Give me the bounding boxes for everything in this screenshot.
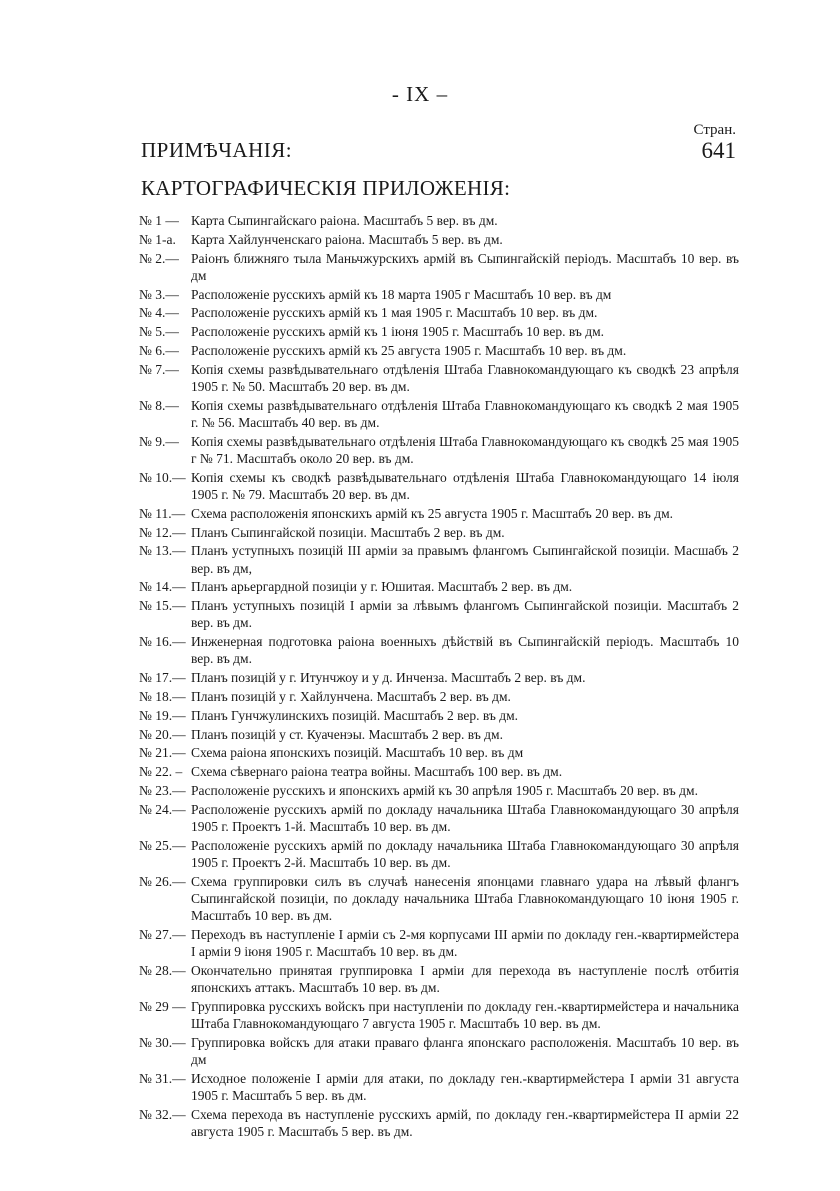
entry-text: Раіонъ ближняго тыла Маньчжурскихъ армій въ Сыпингайскій періодъ. Масштабъ 10 вер. въ дм xyxy=(191,250,739,283)
list-item xyxy=(139,231,739,248)
entry-text: Исходное положеніе I арміи для атаки, по докладу ген.-квартирмейстера I арміи 31 августа 1905 г. Масштабъ 5 вер. въ дм. xyxy=(191,1070,739,1104)
entry-text: Схема перехода въ наступленіе русскихъ армій, по докладу ген.-квартирмейстера II арміи 22 августа 1905 г. Масштабъ 5 вер. въ дм. xyxy=(191,1106,739,1140)
entry-number: № 13.— xyxy=(139,543,186,559)
list-item xyxy=(139,578,739,595)
entry-number: № 23.— xyxy=(139,782,186,798)
list-item xyxy=(139,707,739,724)
entry-number: № 28.— xyxy=(139,962,186,978)
entry-number: № 2.— xyxy=(139,250,179,266)
entry-number: № 19.— xyxy=(139,707,186,723)
entry-text: Планъ уступныхъ позицій III арміи за правымъ флангомъ Сыпингайской позиціи. Масшабъ 2 вер. въ дм, xyxy=(191,543,739,576)
list-item xyxy=(139,1106,739,1140)
entry-number: № 14.— xyxy=(139,579,186,595)
entry-number: № 17.— xyxy=(139,670,186,686)
list-item xyxy=(139,998,739,1032)
list-item xyxy=(139,1070,739,1104)
list-item xyxy=(139,397,739,431)
entry-number: № 1 — xyxy=(139,213,179,228)
entry-number: № 25.— xyxy=(139,837,186,853)
entry-text: Карта Хайлунченскаго раіона. Масштабъ 5 вер. въ дм. xyxy=(191,231,503,247)
list-item xyxy=(139,873,739,925)
entry-number: № 6.— xyxy=(139,342,179,358)
entry-number: № 18.— xyxy=(139,688,186,704)
entry-number: № 8.— xyxy=(139,397,179,413)
entry-number: № 12.— xyxy=(139,524,186,540)
entry-number: № 10.— xyxy=(139,469,186,485)
entry-number: № 4.— xyxy=(139,305,179,321)
entry-number: № 7.— xyxy=(139,361,179,377)
list-item xyxy=(139,505,739,522)
list-item xyxy=(139,744,739,761)
entry-text: Планъ позицій у г. Итунчжоу и у д. Инченза. Масштабъ 2 вер. въ дм. xyxy=(191,670,586,686)
entry-number: № 30.— xyxy=(139,1034,186,1050)
entry-text: Расположеніе русскихъ армій къ 25 августа 1905 г. Масштабъ 10 вер. въ дм. xyxy=(191,342,627,358)
list-item xyxy=(139,962,739,996)
entry-text: Планъ позицій у ст. Куаченэы. Масштабъ 2 вер. въ дм. xyxy=(191,726,503,742)
entry-text: Копія схемы развѣдывательнаго отдѣленія Штаба Главнокомандующаго къ сводкѣ 2 мая 1905 г. № 56. Масштабъ 40 вер. въ дм. xyxy=(191,397,739,430)
list-item xyxy=(139,342,739,359)
entry-text: Копія схемы развѣдывательнаго отдѣленія Штаба Главнокомандующаго къ сводкѣ 23 апрѣля 1905 г. № 50. Масштабъ 20 вер. въ дм. xyxy=(191,361,739,394)
entry-text: Расположеніе русскихъ армій къ 1 іюня 1905 г. Масштабъ 10 вер. въ дм. xyxy=(191,324,605,340)
entry-number: № 24.— xyxy=(139,801,186,817)
list-item xyxy=(139,212,739,229)
entry-text: Схема раіона японскихъ позицій. Масштабъ 10 вер. въ дм xyxy=(191,745,524,761)
list-item xyxy=(139,469,739,503)
entry-number: № 5.— xyxy=(139,324,179,340)
entry-number: № 22. – xyxy=(139,764,183,780)
entry-text: Копія схемы къ сводкѣ развѣдывательнаго отдѣленія Штаба Главнокомандующаго 14 іюля 1905 г. № 79. Масштабъ 20 вер. въ дм. xyxy=(191,469,739,502)
list-item xyxy=(139,542,739,576)
entry-text: Переходъ въ наступленіе I арміи съ 2-мя корпусами III арміи по докладу ген.-квартирмейстера I арміи 9 іюня 1905 г. Масштабъ 10 вер. въ дм. xyxy=(191,926,739,960)
page-column-label: Стран. xyxy=(693,122,736,138)
entry-number: № 1-а. xyxy=(139,231,176,247)
entry-text: Расположеніе русскихъ армій къ 18 марта 1905 г Масштабъ 10 вер. въ дм xyxy=(191,286,612,302)
list-item xyxy=(139,782,739,799)
entry-text: Схема расположенія японскихъ армій къ 25 августа 1905 г. Масштабъ 20 вер. въ дм. xyxy=(191,505,673,521)
entry-text: Карта Сыпингайскаго раіона. Масштабъ 5 вер. въ дм. xyxy=(191,213,498,228)
list-item xyxy=(139,304,739,321)
entry-text: Группировка русскихъ войскъ при наступленіи по докладу ген.-квартирмейстера и начальника Штаба Главнокомандующаго 7 августа 1905 г. Масштабъ 10 вер. въ дм. xyxy=(191,998,739,1032)
list-item xyxy=(139,837,739,871)
list-item xyxy=(139,669,739,686)
list-item xyxy=(139,726,739,743)
entry-number: № 21.— xyxy=(139,745,186,761)
page-folio: - IX – xyxy=(391,82,449,106)
entry-number: № 31.— xyxy=(139,1070,186,1086)
entry-text: Планъ уступныхъ позицій I арміи за лѣвымъ флангомъ Сыпингайской позиціи. Масштабъ 2 вер. въ дм. xyxy=(191,598,739,631)
entry-number: № 27.— xyxy=(139,926,186,942)
list-item xyxy=(139,926,739,960)
list-item xyxy=(139,361,739,395)
entry-text: Планъ позицій у г. Хайлунчена. Масштабъ 2 вер. въ дм. xyxy=(191,688,511,704)
entry-text: Схема группировки силъ въ случаѣ нанесенія японцами главнаго удара на лѣвый флангъ Сыпингайской позиціи, по докладу начальника Штаба Главнокомандующаго 10 іюня 1905 г. Масштабъ 10 вер. въ дм. xyxy=(191,873,739,924)
entry-number: № 20.— xyxy=(139,726,186,742)
entry-text: Планъ Гунчжулинскихъ позицій. Масштабъ 2 вер. въ дм. xyxy=(191,707,519,723)
entry-text: Копія схемы развѣдывательнаго отдѣленія Штаба Главнокомандующаго къ сводкѣ 25 мая 1905 г № 71. Масштабъ около 20 вер. въ дм. xyxy=(191,433,739,466)
entry-text: Планъ арьергардной позиціи у г. Юшитая. Масштабъ 2 вер. въ дм. xyxy=(191,579,573,595)
entry-number: № 3.— xyxy=(139,286,179,302)
entry-number: № 16.— xyxy=(139,634,186,650)
notes-heading: ПРИМѢЧАНІЯ: xyxy=(141,138,293,162)
list-item xyxy=(139,433,739,467)
section-heading: КАРТОГРАФИЧЕСКІЯ ПРИЛОЖЕНІЯ: xyxy=(141,176,511,200)
entry-text: Группировка войскъ для атаки праваго фланга японскаго расположенія. Масштабъ 10 вер. въ дм xyxy=(191,1034,739,1068)
list-item xyxy=(139,524,739,541)
list-item xyxy=(139,1034,739,1068)
entry-text: Расположеніе русскихъ и японскихъ армій къ 30 апрѣля 1905 г. Масштабъ 20 вер. въ дм. xyxy=(191,782,698,798)
list-item xyxy=(139,286,739,303)
list-item xyxy=(139,597,739,631)
entry-text: Инженерная подготовка раіона военныхъ дѣйствій въ Сыпингайскій періодъ. Масштабъ 10 вер. въ дм. xyxy=(191,634,739,667)
list-item xyxy=(139,688,739,705)
map-appendix-list xyxy=(139,212,739,1142)
list-item xyxy=(139,801,739,835)
entry-number: № 32.— xyxy=(139,1106,186,1122)
entry-text: Расположеніе русскихъ армій къ 1 мая 1905 г. Масштабъ 10 вер. въ дм. xyxy=(191,305,598,321)
entry-text: Расположеніе русскихъ армій по докладу начальника Штаба Главнокомандующаго 30 апрѣля 1905 г. Проектъ 1-й. Масштабъ 10 вер. въ дм. xyxy=(191,801,739,834)
entry-text: Схема сѣвернаго раіона театра войны. Масштабъ 100 вер. въ дм. xyxy=(191,764,563,780)
entry-number: № 11.— xyxy=(139,505,186,521)
list-item xyxy=(139,323,739,340)
list-item xyxy=(139,763,739,780)
entry-text: Планъ Сыпингайской позиціи. Масштабъ 2 вер. въ дм. xyxy=(191,524,505,540)
entry-number: № 26.— xyxy=(139,873,186,889)
notes-page-number: 641 xyxy=(701,138,736,163)
entry-number: № 15.— xyxy=(139,598,186,614)
entry-number: № 9.— xyxy=(139,433,179,449)
list-item xyxy=(139,633,739,667)
entry-text: Расположеніе русскихъ армій по докладу начальника Штаба Главнокомандующаго 30 апрѣля 1905 г. Проектъ 2-й. Масштабъ 10 вер. въ дм. xyxy=(191,837,739,870)
entry-text: Окончательно принятая группировка I арміи для перехода въ наступленіе послѣ отбитія японскихъ аттакъ. Масштабъ 10 вер. въ дм. xyxy=(191,962,739,996)
list-item xyxy=(139,250,739,284)
entry-number: № 29 — xyxy=(139,998,186,1014)
